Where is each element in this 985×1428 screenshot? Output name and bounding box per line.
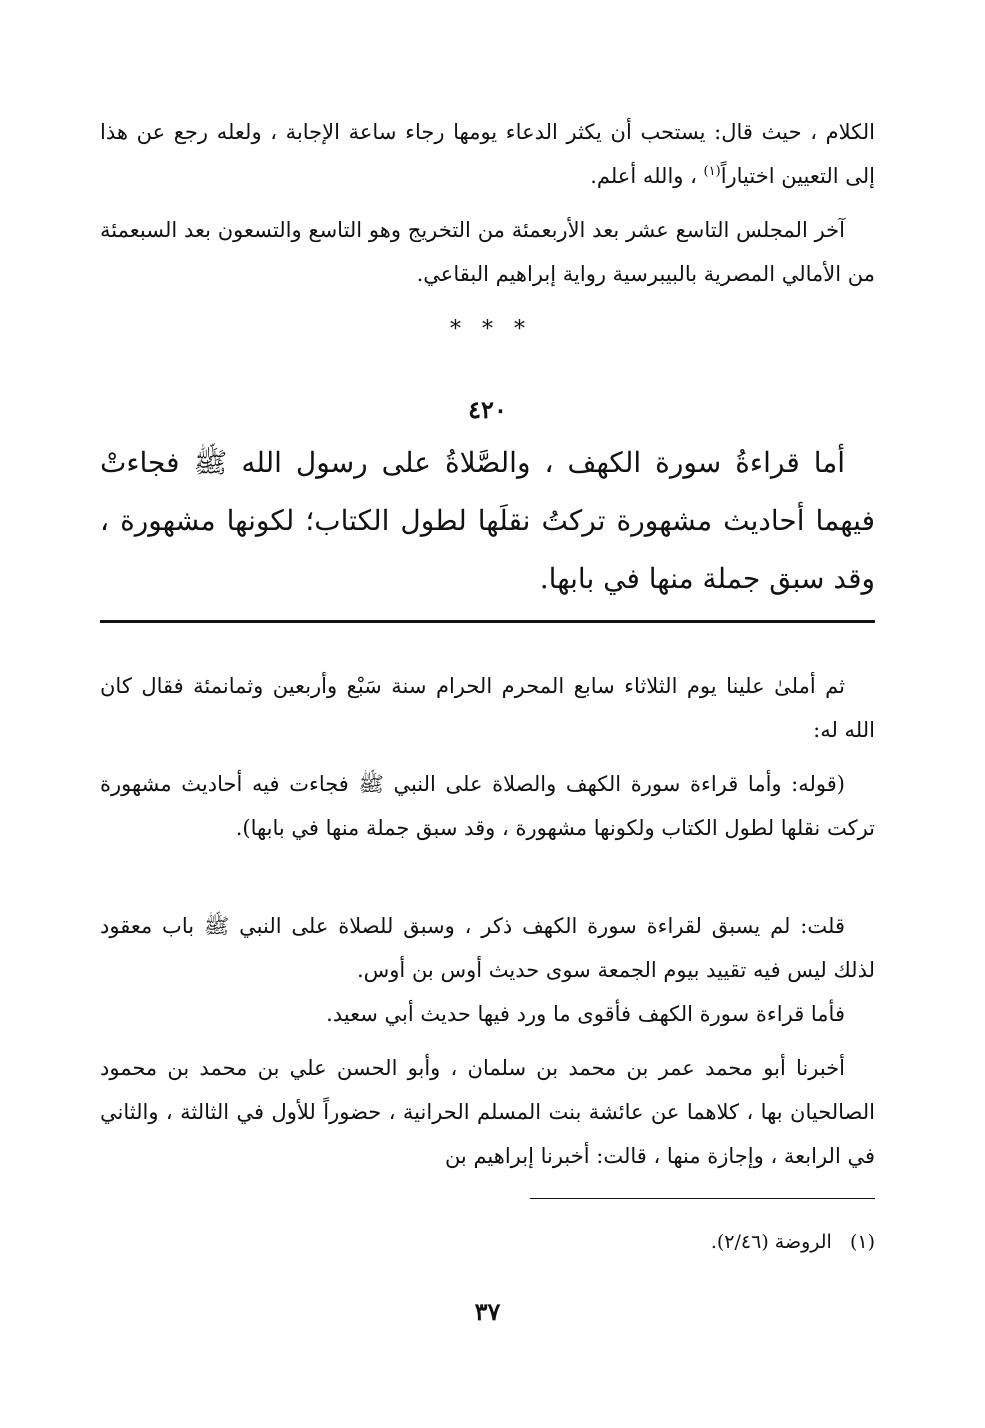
paragraph-continuation-end: ، والله أعلم. xyxy=(590,164,704,188)
matn-divider xyxy=(100,620,875,623)
body-paragraph-2: (قوله: وأما قراءة سورة الكهف والصلاة على النبي ﷺ فجاءت فيه أحاديث مشهورة تركت نقلها لطول الكتاب ولكونها مشهورة ، وقد سبق جملة منها في بابها). xyxy=(100,772,875,840)
footnote-text: الروضة (٢/٤٦). xyxy=(710,1231,832,1253)
matn-text: أما قراءةُ سورة الكهف ، والصَّلاةُ على رسول الله ﷺ فجاءتْ فيهما أحاديث مشهورة تركتُ نقلَها لطول الكتاب؛ لكونها مشهورة ، وقد سبق جملة منها في بابها. xyxy=(100,446,875,595)
footnote-reference[interactable]: (١) xyxy=(703,164,721,179)
body-paragraph-5: أخبرنا أبو محمد عمر بن محمد بن سلمان ، وأبو الحسن علي بن محمد بن محمود الصالحيان بها ، كلاهما عن عائشة بنت المسلم الحرانية ، حضوراً للأول في الثالثة ، والثاني في الرابعة ، وإجازة منها ، قالت: أخبرنا إبراهيم بن xyxy=(100,1056,875,1168)
body-paragraph-3: قلت: لم يسبق لقراءة سورة الكهف ذكر ، وسبق للصلاة على النبي ﷺ باب معقود لذلك ليس فيه تقييد بيوم الجمعة سوى حديث أوس بن أوس. xyxy=(100,914,875,982)
footnote-divider xyxy=(530,1198,875,1199)
section-separator: * * * xyxy=(450,317,525,342)
paragraph-continuation xyxy=(100,110,875,198)
page-number: ٣٧ xyxy=(474,1297,501,1326)
body-paragraph-1: ثم أملىٰ علينا يوم الثلاثاء سابع المحرم الحرام سنة سَبْع وأربعين وثمانمئة فقال كان الله له: xyxy=(100,674,875,742)
session-end-note: آخر المجلس التاسع عشر بعد الأربعمئة من التخريج وهو التاسع والتسعون بعد السبعمئة من الأمالي المصرية بالبيبرسية رواية إبراهيم البقاعي. xyxy=(100,218,875,286)
footnote xyxy=(100,1222,875,1262)
paragraph-continuation-text: الكلام ، حيث قال: يستحب أن يكثر الدعاء يومها رجاء ساعة الإجابة ، ولعله رجع عن هذا إلى التعيين اختياراً xyxy=(100,120,875,188)
body-paragraph-4: فأما قراءة سورة الكهف فأقوى ما ورد فيها حديث أبي سعيد. xyxy=(326,1002,845,1026)
entry-number: ٤٢٠ xyxy=(468,395,507,424)
footnote-number: (١) xyxy=(849,1231,875,1253)
